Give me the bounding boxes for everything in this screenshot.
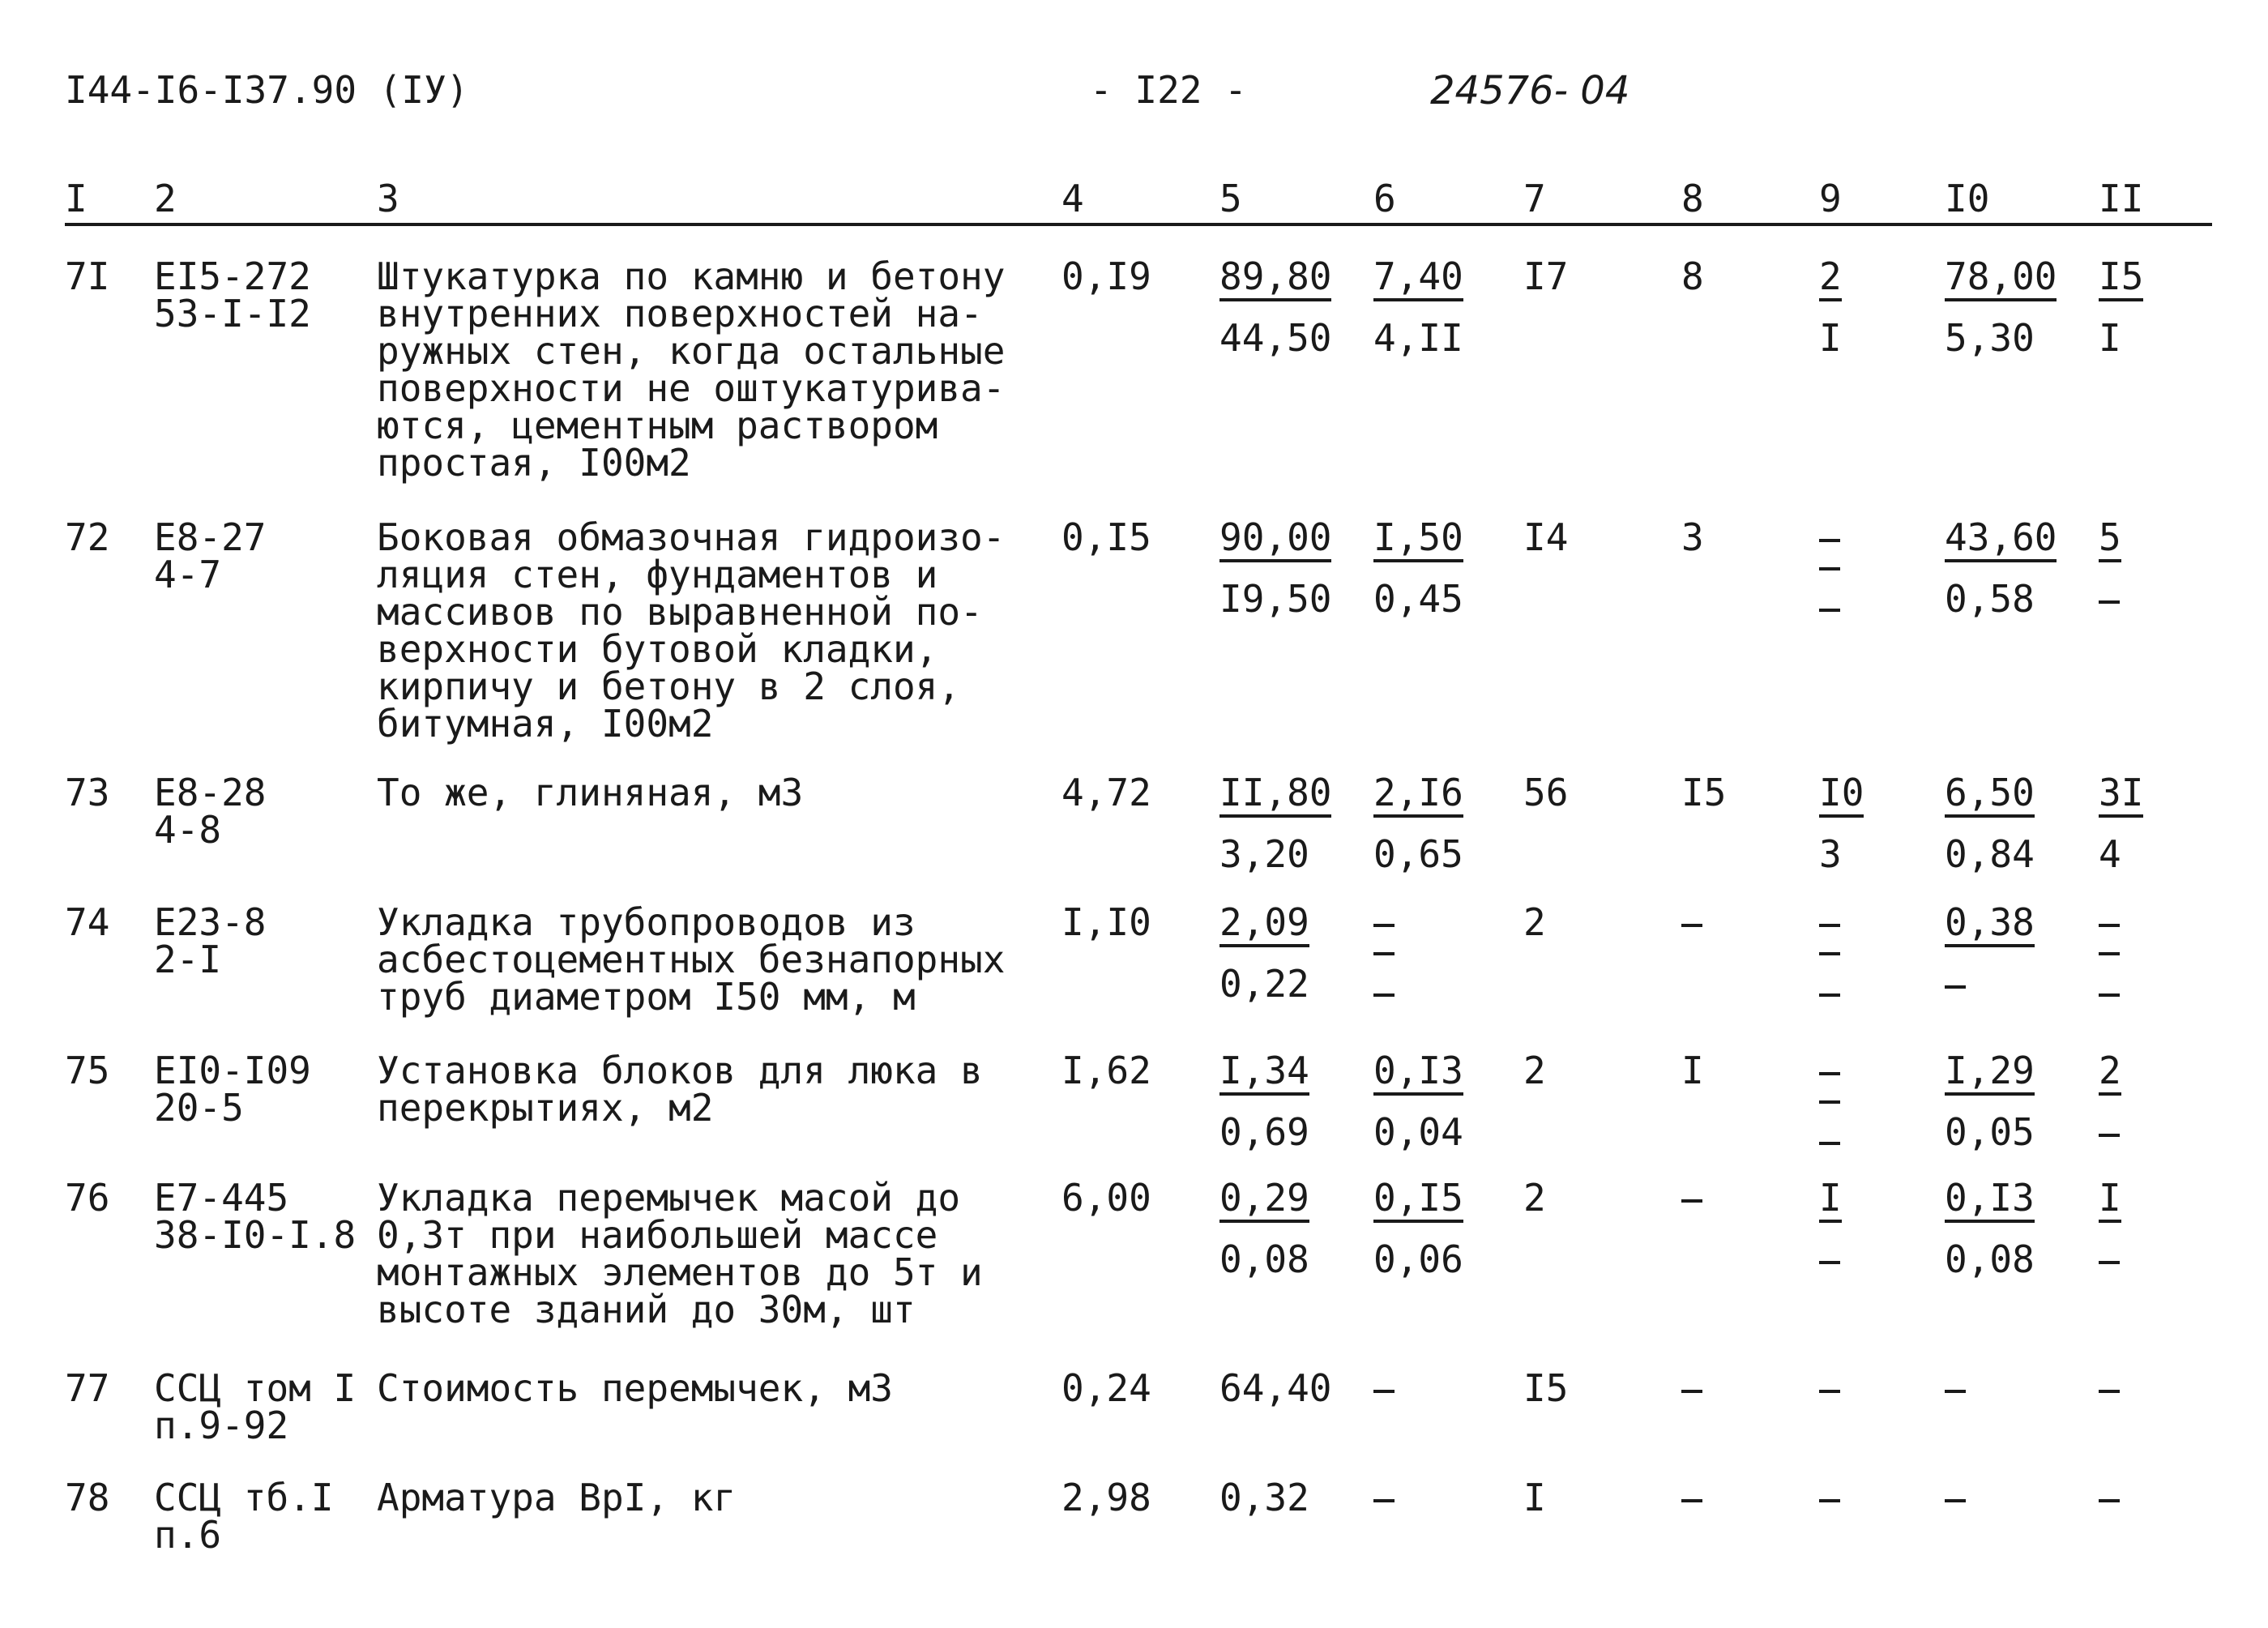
dash-mark: [2099, 600, 2120, 604]
cost-total-denominator: 0,69: [1219, 1110, 1309, 1154]
work-description: Штукатурка по камню и бетону внутренних поверхностей на-ружных стен, когда остальные поверхности не оштукатурива-ются, цементным раствором простая, I00м2: [377, 254, 1006, 485]
dash-mark: [1373, 924, 1395, 927]
cost-total: [1219, 900, 1309, 1006]
dash-mark: [1819, 993, 1840, 997]
col-10-denominator: 0,05: [1945, 1110, 2035, 1154]
col-11-denominator: [2099, 973, 2120, 1011]
norm-code: [154, 1366, 357, 1447]
col-9: [1819, 254, 1842, 360]
row-number: 76: [65, 1176, 110, 1220]
dash-mark: [1819, 1261, 1840, 1264]
dash-mark: [1373, 1390, 1395, 1393]
col-9: [1819, 1479, 1840, 1516]
col-9-numerator: [1819, 519, 1840, 570]
norm-code: [154, 771, 267, 852]
dash-mark: [1945, 1390, 1966, 1393]
row-number: 72: [65, 515, 110, 559]
col-10-numerator: 6,50: [1945, 774, 2035, 818]
col-7: 2: [1523, 900, 1546, 944]
norm-code-line2: 4-8: [154, 808, 222, 852]
dash-mark: [2099, 1134, 2120, 1137]
col-9-denominator: 3: [1819, 832, 1842, 876]
dash-mark: [1681, 1199, 1702, 1203]
col-9-numerator: [1819, 1052, 1840, 1104]
norm-code: [154, 900, 267, 981]
col-9-numerator: I0: [1819, 774, 1864, 818]
dash-mark: [1681, 1499, 1702, 1502]
cost-machines-denominator: 0,06: [1373, 1237, 1463, 1281]
cost-machines-denominator: 4,II: [1373, 316, 1463, 360]
cost-machines-denominator: 0,45: [1373, 577, 1463, 621]
norm-code-line1: ССЦ том I: [154, 1366, 357, 1410]
col-11-denominator: 4: [2099, 832, 2121, 876]
col-11: [2099, 1176, 2121, 1278]
col-9-denominator: I: [1819, 316, 1842, 360]
col-8: [1681, 904, 1702, 941]
col-7: I7: [1523, 254, 1569, 298]
dash-mark: [2099, 993, 2120, 997]
norm-code: [154, 515, 267, 596]
col-7: I: [1523, 1476, 1546, 1519]
col-9-numerator: [1819, 904, 1840, 955]
col-9: [1819, 771, 1864, 876]
norm-code: [154, 1476, 334, 1557]
column-header-7: 7: [1523, 177, 1546, 220]
quantity: 2,98: [1061, 1476, 1151, 1519]
cost-total: 0,32: [1219, 1476, 1309, 1519]
col-9-denominator: [1819, 588, 1840, 626]
norm-code-line2: 2-I: [154, 938, 222, 981]
row-number: 73: [65, 771, 110, 814]
cost-total: 64,40: [1219, 1366, 1332, 1410]
cost-total: [1219, 254, 1332, 360]
cost-machines: [1373, 771, 1463, 876]
work-description: Укладка перемычек масой до 0,3т при наибольшей массе монтажных элементов до 5т и высоте зданий до 30м, шт: [377, 1176, 983, 1331]
cost-machines-denominator: 0,65: [1373, 832, 1463, 876]
norm-code-line2: 20-5: [154, 1086, 244, 1130]
col-10: [1945, 515, 2057, 621]
cost-machines-numerator: I,50: [1373, 519, 1463, 562]
col-10: [1945, 254, 2057, 360]
cost-machines-numerator: 0,I5: [1373, 1179, 1463, 1223]
col-9: [1819, 1176, 1842, 1278]
col-10-numerator: I,29: [1945, 1052, 2035, 1096]
col-10-denominator: 5,30: [1945, 316, 2035, 360]
column-header-9: 9: [1819, 177, 1842, 220]
norm-code-line2: 53-I-I2: [154, 292, 311, 335]
col-10-denominator: 0,58: [1945, 577, 2035, 621]
col-10-denominator: [1945, 965, 2035, 1002]
norm-code-line1: E23-8: [154, 900, 267, 944]
col-9: [1819, 904, 1840, 1011]
column-header-10: I0: [1945, 177, 1990, 220]
dash-mark: [1681, 1390, 1702, 1393]
dash-mark: [1819, 924, 1840, 927]
cost-total-denominator: I9,50: [1219, 577, 1332, 621]
col-11: [2099, 1049, 2121, 1151]
cost-machines-numerator: 0,I3: [1373, 1052, 1463, 1096]
norm-code: [154, 254, 311, 335]
dash-mark: [1819, 609, 1840, 612]
dash-mark: [1373, 1499, 1395, 1502]
col-9-denominator: [1819, 973, 1840, 1011]
col-8: I5: [1681, 771, 1727, 814]
work-description: То же, глиняная, м3: [377, 771, 804, 814]
cost-total-numerator: I,34: [1219, 1052, 1309, 1096]
quantity: 0,24: [1061, 1366, 1151, 1410]
row-number: 77: [65, 1366, 110, 1410]
col-10: [1945, 771, 2035, 876]
col-10: [1945, 900, 2035, 1002]
col-9: [1819, 519, 1840, 626]
quantity: 4,72: [1061, 771, 1151, 814]
col-11: [2099, 515, 2121, 617]
col-10: [1945, 1049, 2035, 1154]
norm-code: [154, 1049, 311, 1130]
cost-machines: [1373, 904, 1395, 1011]
row-number: 74: [65, 900, 110, 944]
dash-mark: [1373, 993, 1395, 997]
col-11: [2099, 254, 2144, 360]
cost-machines: [1373, 1369, 1395, 1407]
col-7: 2: [1523, 1176, 1546, 1220]
quantity: 0,I9: [1061, 254, 1151, 298]
col-10: [1945, 1176, 2035, 1281]
col-9-numerator: I: [1819, 1179, 1842, 1223]
col-11-numerator: 2: [2099, 1052, 2121, 1096]
col-11-numerator: I5: [2099, 258, 2143, 301]
col-7: I5: [1523, 1366, 1569, 1410]
quantity: I,I0: [1061, 900, 1151, 944]
work-description: Укладка трубопроводов из асбестоцементных безнапорных труб диаметром I50 мм, м: [377, 900, 1006, 1019]
col-10-numerator: 43,60: [1945, 519, 2057, 562]
row-number: 78: [65, 1476, 110, 1519]
cost-total-numerator: 90,00: [1219, 519, 1331, 562]
cost-machines-numerator: 2,I6: [1373, 774, 1463, 818]
quantity: 6,00: [1061, 1176, 1151, 1220]
dash-mark: [2099, 1261, 2120, 1264]
col-11-numerator: I: [2099, 1179, 2121, 1223]
work-description: Стоимость перемычек, м3: [377, 1366, 893, 1410]
cost-machines-denominator: 0,04: [1373, 1110, 1463, 1154]
col-11-denominator: [2099, 1241, 2121, 1278]
norm-code-line1: EI5-272: [154, 254, 311, 298]
col-11-numerator: 5: [2099, 519, 2121, 562]
col-11-denominator: I: [2099, 316, 2121, 360]
col-9: [1819, 1052, 1840, 1159]
col-8: I: [1681, 1049, 1704, 1092]
norm-code-line1: EI0-I09: [154, 1049, 311, 1092]
norm-code-line1: E7-445: [154, 1176, 289, 1220]
handwritten-doc-number: 24576- 04: [1430, 68, 1630, 113]
col-9-numerator: 2: [1819, 258, 1842, 301]
dash-mark: [1819, 1072, 1840, 1075]
cost-machines: [1373, 515, 1463, 621]
dash-mark: [2099, 1390, 2120, 1393]
col-8: 8: [1681, 254, 1704, 298]
norm-code-line2: 38-I0-I.8: [154, 1213, 357, 1257]
dash-mark: [1819, 1142, 1840, 1145]
cost-total-denominator: 0,22: [1219, 962, 1309, 1006]
column-header-5: 5: [1219, 177, 1242, 220]
cost-machines: [1373, 1049, 1463, 1154]
cost-machines-denominator: [1373, 973, 1395, 1011]
col-11: [2099, 904, 2120, 1011]
dash-mark: [1819, 539, 1840, 542]
col-8: [1681, 1369, 1702, 1407]
cost-machines-numerator: 7,40: [1373, 258, 1463, 301]
cost-total-denominator: 3,20: [1219, 832, 1309, 876]
col-10: [1945, 1369, 1966, 1407]
cost-machines: [1373, 254, 1463, 360]
cost-total-numerator: II,80: [1219, 774, 1331, 818]
cost-total-numerator: 0,29: [1219, 1179, 1309, 1223]
work-description: Установка блоков для люка в перекрытиях, м2: [377, 1049, 983, 1130]
column-header-2: 2: [154, 177, 177, 220]
dash-mark: [1819, 1499, 1840, 1502]
col-10-numerator: 0,38: [1945, 904, 2035, 947]
norm-code-line2: 4-7: [154, 553, 222, 596]
work-description: Боковая обмазочная гидроизо-ляция стен, фундаментов и массивов по выравненной по-верхности бутовой кладки, кирпичу и бетону в 2 слоя, битумная, I00м2: [377, 515, 1006, 746]
dash-mark: [1945, 985, 1966, 989]
cost-total-numerator: 2,09: [1219, 904, 1309, 947]
col-8: [1681, 1479, 1702, 1516]
cost-total: [1219, 771, 1332, 876]
quantity: I,62: [1061, 1049, 1151, 1092]
cost-total: [1219, 515, 1332, 621]
col-8: [1681, 1179, 1702, 1216]
dash-mark: [1945, 1499, 1966, 1502]
norm-code: [154, 1176, 357, 1257]
cost-total-denominator: 44,50: [1219, 316, 1332, 360]
col-7: 56: [1523, 771, 1569, 814]
column-header-1: I: [65, 177, 88, 220]
col-9-denominator: [1819, 1122, 1840, 1159]
cost-total: [1219, 1176, 1309, 1281]
page-number: - I22 -: [1090, 68, 1247, 112]
col-10-numerator: 78,00: [1945, 258, 2057, 301]
column-header-8: 8: [1681, 177, 1704, 220]
dash-mark: [2099, 1499, 2120, 1502]
col-10-denominator: 0,08: [1945, 1237, 2035, 1281]
cost-total-numerator: 89,80: [1219, 258, 1331, 301]
header-rule: [65, 223, 2212, 226]
col-11-denominator: [2099, 580, 2121, 617]
norm-code-line2: п.9-92: [154, 1404, 289, 1447]
quantity: 0,I5: [1061, 515, 1151, 559]
col-11: [2099, 1369, 2120, 1407]
row-number: 7I: [65, 254, 110, 298]
col-7: I4: [1523, 515, 1569, 559]
dash-mark: [1819, 1390, 1840, 1393]
col-7: 2: [1523, 1049, 1546, 1092]
dash-mark: [1681, 924, 1702, 927]
row-number: 75: [65, 1049, 110, 1092]
col-10: [1945, 1479, 1966, 1516]
dash-mark: [2099, 924, 2120, 927]
column-header-11: II: [2099, 177, 2144, 220]
norm-code-line1: E8-28: [154, 771, 267, 814]
col-8: 3: [1681, 515, 1704, 559]
col-9-denominator: [1819, 1241, 1842, 1278]
col-10-denominator: 0,84: [1945, 832, 2035, 876]
column-header-4: 4: [1061, 177, 1084, 220]
col-11: [2099, 771, 2144, 876]
work-description: Арматура ВрI, кг: [377, 1476, 737, 1519]
norm-code-line2: п.6: [154, 1513, 222, 1557]
cost-machines: [1373, 1479, 1395, 1516]
col-11: [2099, 1479, 2120, 1516]
norm-code-line1: E8-27: [154, 515, 267, 559]
col-9: [1819, 1369, 1840, 1407]
norm-code-line1: ССЦ тб.I: [154, 1476, 334, 1519]
cost-machines: [1373, 1176, 1463, 1281]
column-header-6: 6: [1373, 177, 1396, 220]
col-11-denominator: [2099, 1113, 2121, 1151]
col-10-numerator: 0,I3: [1945, 1179, 2035, 1223]
col-11-numerator: 3I: [2099, 774, 2143, 818]
cost-machines-numerator: [1373, 904, 1395, 955]
col-11-numerator: [2099, 904, 2120, 955]
cost-total: [1219, 1049, 1309, 1154]
column-header-3: 3: [377, 177, 399, 220]
document-code: I44-I6-I37.90 (IУ): [65, 68, 469, 112]
cost-total-denominator: 0,08: [1219, 1237, 1309, 1281]
